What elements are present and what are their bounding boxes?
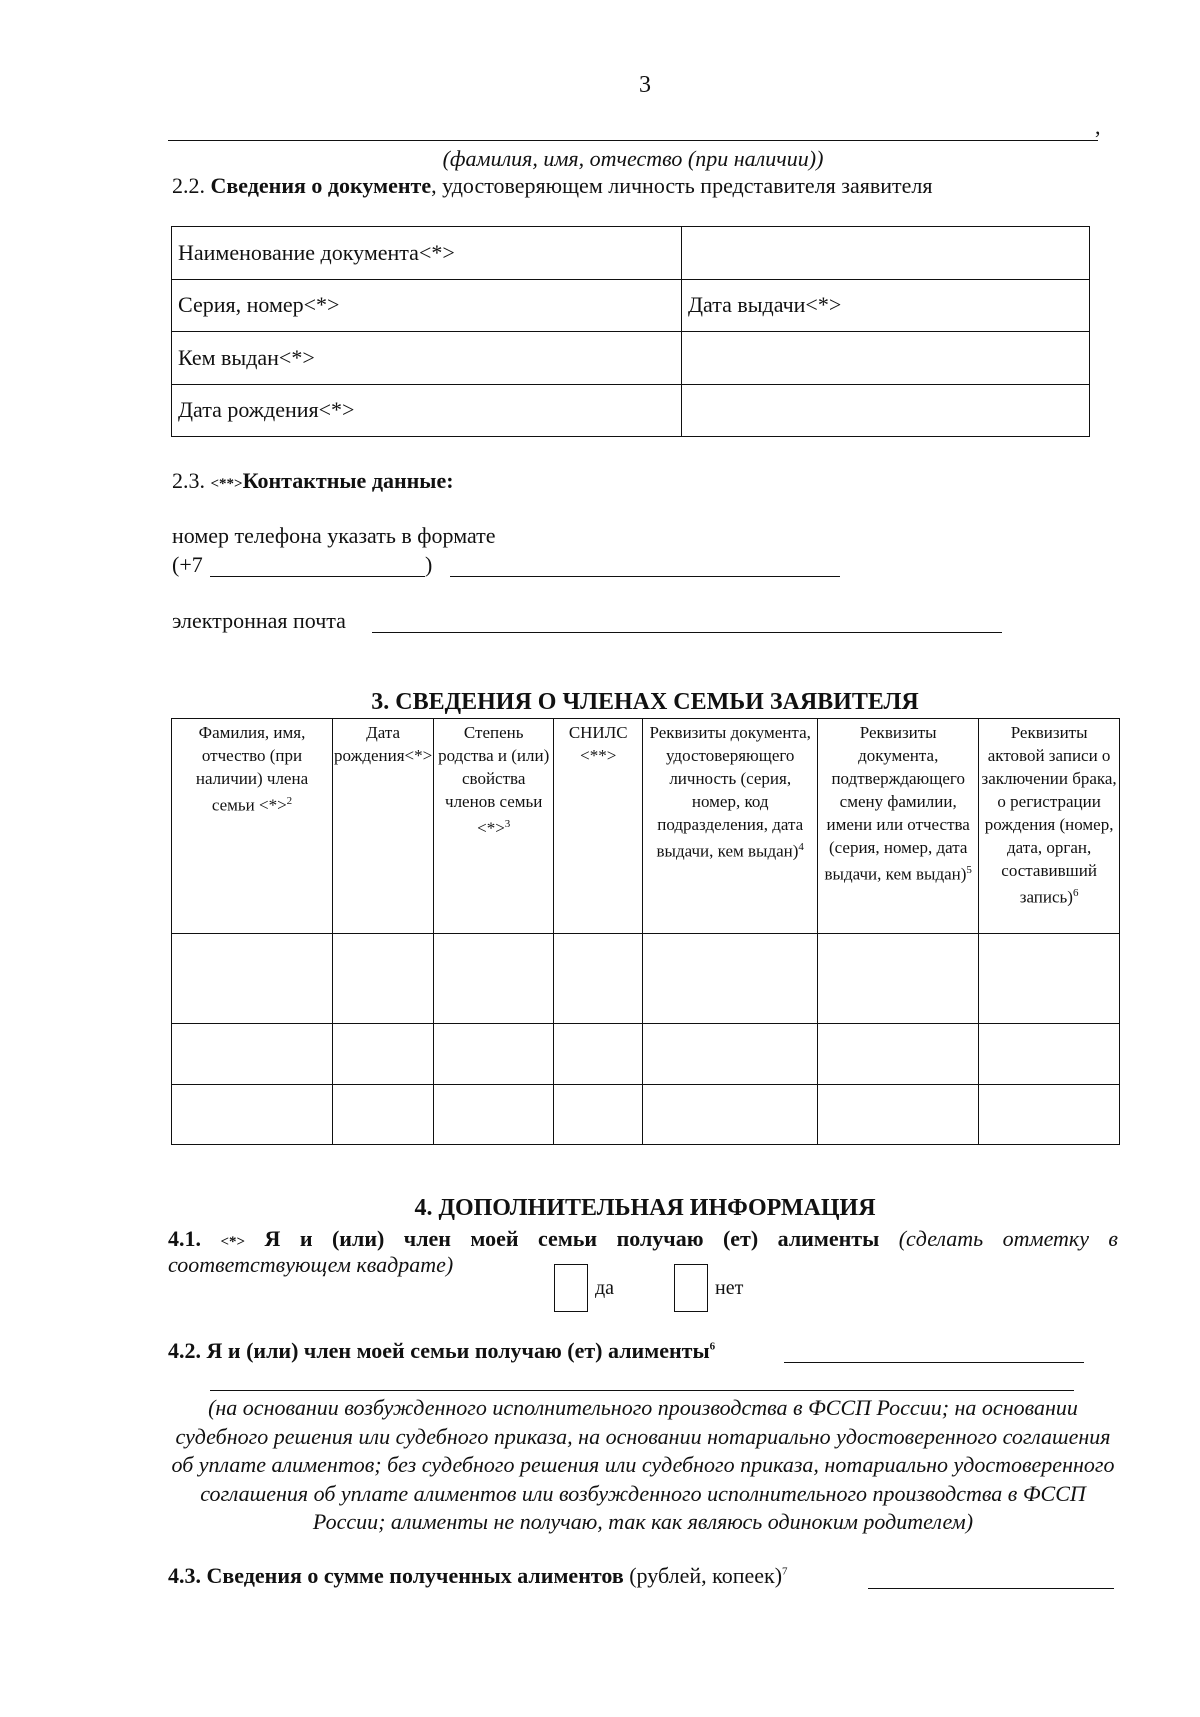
alimony-basis-field-2[interactable]	[210, 1390, 1074, 1391]
section-3-title: 3. СВЕДЕНИЯ О ЧЛЕНАХ СЕМЬИ ЗАЯВИТЕЛЯ	[371, 689, 919, 715]
family-cell[interactable]	[554, 1085, 643, 1145]
section-2-2-title-bold: Сведения о документе	[210, 173, 432, 198]
section-2-2-title-rest: , удостоверяющем личность представителя заявителя	[431, 173, 933, 198]
question-4-1-mark: <*>	[220, 1234, 246, 1250]
family-cell[interactable]	[554, 1024, 643, 1085]
family-members-table	[171, 718, 1120, 1145]
document-row-series	[172, 279, 1090, 332]
alimony-yes-label: да	[595, 1277, 615, 1299]
family-cell[interactable]	[979, 1085, 1120, 1145]
family-cell[interactable]	[434, 1085, 554, 1145]
section-2-3-mark: <**>	[210, 476, 243, 492]
section-2-3-number: 2.3.	[172, 468, 205, 493]
alimony-no-checkbox[interactable]	[674, 1264, 708, 1312]
col-id-document: Реквизиты документа, удостоверяющего личность (серия, номер, код подразделения, дата выдачи, кем выдан)$^4$	[643, 719, 818, 934]
section-2-2-heading	[172, 173, 933, 199]
family-cell[interactable]	[979, 1024, 1120, 1085]
family-cell[interactable]	[333, 1085, 434, 1145]
alimony-basis-caption: (на основании возбужденного исполнительного производства в ФССП России; на основании судебного решения или судебного приказа, на основании нотариально удостоверенного соглашения об уплате алиментов; без судебного решения или судебного приказа, нотариально удостоверенного соглашения об уплате алиментов или возбужденного исполнительного производства в ФССП России; алименты не получаю, так как являюсь одиноким родителем)	[171, 1395, 1115, 1534]
document-row-birth	[172, 384, 1090, 437]
family-cell[interactable]	[818, 1085, 979, 1145]
question-4-2-footnote: 6	[709, 1340, 716, 1353]
phone-label: номер телефона указать в формате	[172, 523, 496, 548]
alimony-yes-checkbox[interactable]	[554, 1264, 588, 1312]
alimony-basis-field[interactable]	[784, 1362, 1084, 1363]
question-4-1-hint-cont: соответствующем квадрате)	[168, 1252, 454, 1277]
family-cell[interactable]	[818, 1024, 979, 1085]
section-4-title: 4. ДОПОЛНИТЕЛЬНАЯ ИНФОРМАЦИЯ	[414, 1195, 876, 1221]
family-cell[interactable]	[333, 1024, 434, 1085]
family-cell[interactable]	[172, 934, 333, 1024]
question-4-2	[168, 1338, 715, 1364]
question-4-3-title: Сведения о сумме полученных алиментов	[206, 1563, 624, 1588]
question-4-1	[168, 1226, 1118, 1252]
question-4-2-text: 4.2. Я и (или) член моей семьи получаю (ет) алименты	[168, 1338, 710, 1363]
family-row	[172, 1024, 1120, 1085]
fio-caption: (фамилия, имя, отчество (при наличии))	[442, 146, 824, 171]
fio-comma: ,	[1095, 114, 1101, 139]
col-birth-date: Дата рождения<*>	[333, 719, 434, 934]
email-field[interactable]	[372, 632, 1002, 633]
family-cell[interactable]	[554, 934, 643, 1024]
document-row-issuer	[172, 332, 1090, 385]
col-fio: Фамилия, имя, отчество (при наличии) члена семьи <*>$^2$	[172, 719, 333, 934]
phone-prefix: (+7	[172, 552, 203, 577]
family-cell[interactable]	[333, 934, 434, 1024]
section-2-3-heading	[172, 468, 454, 494]
family-cell[interactable]	[434, 934, 554, 1024]
family-cell[interactable]	[643, 934, 818, 1024]
family-cell[interactable]	[979, 934, 1120, 1024]
family-row	[172, 934, 1120, 1024]
document-table	[171, 226, 1090, 437]
phone-close-paren: )	[425, 552, 433, 577]
section-2-2-number: 2.2.	[172, 173, 205, 198]
family-cell[interactable]	[172, 1024, 333, 1085]
col-civil-record: Реквизиты актовой записи о заключении брака, о регистрации рождения (номер, дата, орган, составивший запись)$^6$	[979, 719, 1120, 934]
document-name-field[interactable]	[682, 227, 1090, 280]
alimony-amount-field[interactable]	[868, 1588, 1114, 1589]
fio-underline	[168, 140, 1098, 141]
page-number: 3	[639, 72, 651, 98]
phone-code-field[interactable]	[210, 576, 425, 577]
document-series-label[interactable]: Серия, номер<*>	[172, 279, 682, 332]
question-4-3-footnote: 7	[782, 1565, 788, 1578]
family-table-header	[172, 719, 1120, 934]
document-birth-field[interactable]	[682, 384, 1090, 437]
question-4-1-text: Я и (или) член моей семьи получаю (ет) алименты	[264, 1226, 880, 1251]
document-birth-label: Дата рождения<*>	[172, 384, 682, 437]
family-row	[172, 1085, 1120, 1145]
alimony-no-label: нет	[715, 1277, 744, 1299]
family-cell[interactable]	[818, 934, 979, 1024]
document-issue-date-label[interactable]: Дата выдачи<*>	[682, 279, 1090, 332]
document-issuer-label: Кем выдан<*>	[172, 332, 682, 385]
document-issuer-field[interactable]	[682, 332, 1090, 385]
question-4-3-number: 4.3.	[168, 1563, 201, 1588]
question-4-3	[168, 1563, 788, 1589]
section-2-3-title: Контактные данные:	[242, 468, 454, 493]
family-cell[interactable]	[172, 1085, 333, 1145]
document-name-label: Наименование документа<*>	[172, 227, 682, 280]
family-cell[interactable]	[643, 1024, 818, 1085]
question-4-1-number: 4.1.	[168, 1226, 201, 1251]
phone-number-field[interactable]	[450, 576, 840, 577]
col-relation: Степень родства и (или) свойства членов семьи <*>$^3$	[434, 719, 554, 934]
col-name-change-document: Реквизиты документа, подтверждающего смену фамилии, имени или отчества (серия, номер, дата выдачи, кем выдан)$^5$	[818, 719, 979, 934]
document-row-name	[172, 227, 1090, 280]
question-4-1-hint: (сделать отметку в	[898, 1226, 1118, 1251]
family-cell[interactable]	[434, 1024, 554, 1085]
email-label: электронная почта	[172, 608, 346, 633]
col-snils: СНИЛС <**>	[554, 719, 643, 934]
question-4-3-units: (рублей, копеек)	[623, 1563, 783, 1588]
family-cell[interactable]	[643, 1085, 818, 1145]
